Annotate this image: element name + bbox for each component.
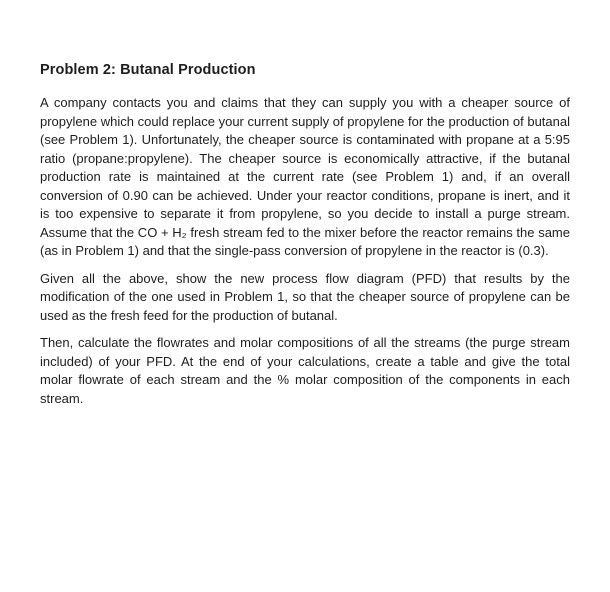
- problem-title: Problem 2: Butanal Production: [40, 62, 256, 78]
- paragraph-calculation-task: Then, calculate the flowrates and molar compositions of all the streams (the purge stream included) of your PFD. At the end of your calculations, create a table and give the total molar flowrate of each stream and the % molar composition of the components in each stream.: [40, 335, 570, 406]
- paragraph-problem-description: A company contacts you and claims that they can supply you with a cheaper source of propylene which could replace your current supply of propylene for the production of butanal (see Problem 1). Unfortunately, the cheaper source is contaminated with propane at a 5:95 ratio (propane:propylene). The cheaper source is economically attractive, if the butanal production rate is maintained at the current rate (see Problem 1) and, if an overall conversion of 0.90 can be achieved. Under your reactor conditions, propane is inert, and it is too expensive to separate it from propylene, so you decide to install a purge stream. Assume that the CO + H₂ fresh stream fed to the mixer before the reactor remains the same (as in Problem 1) and that the single-pass conversion of propylene in the reactor is (0.3).: [40, 95, 570, 258]
- paragraph-pfd-task: Given all the above, show the new process flow diagram (PFD) that results by the modification of the one used in Problem 1, so that the cheaper source of propylene can be used as the fresh feed for the production of butanal.: [40, 270, 570, 323]
